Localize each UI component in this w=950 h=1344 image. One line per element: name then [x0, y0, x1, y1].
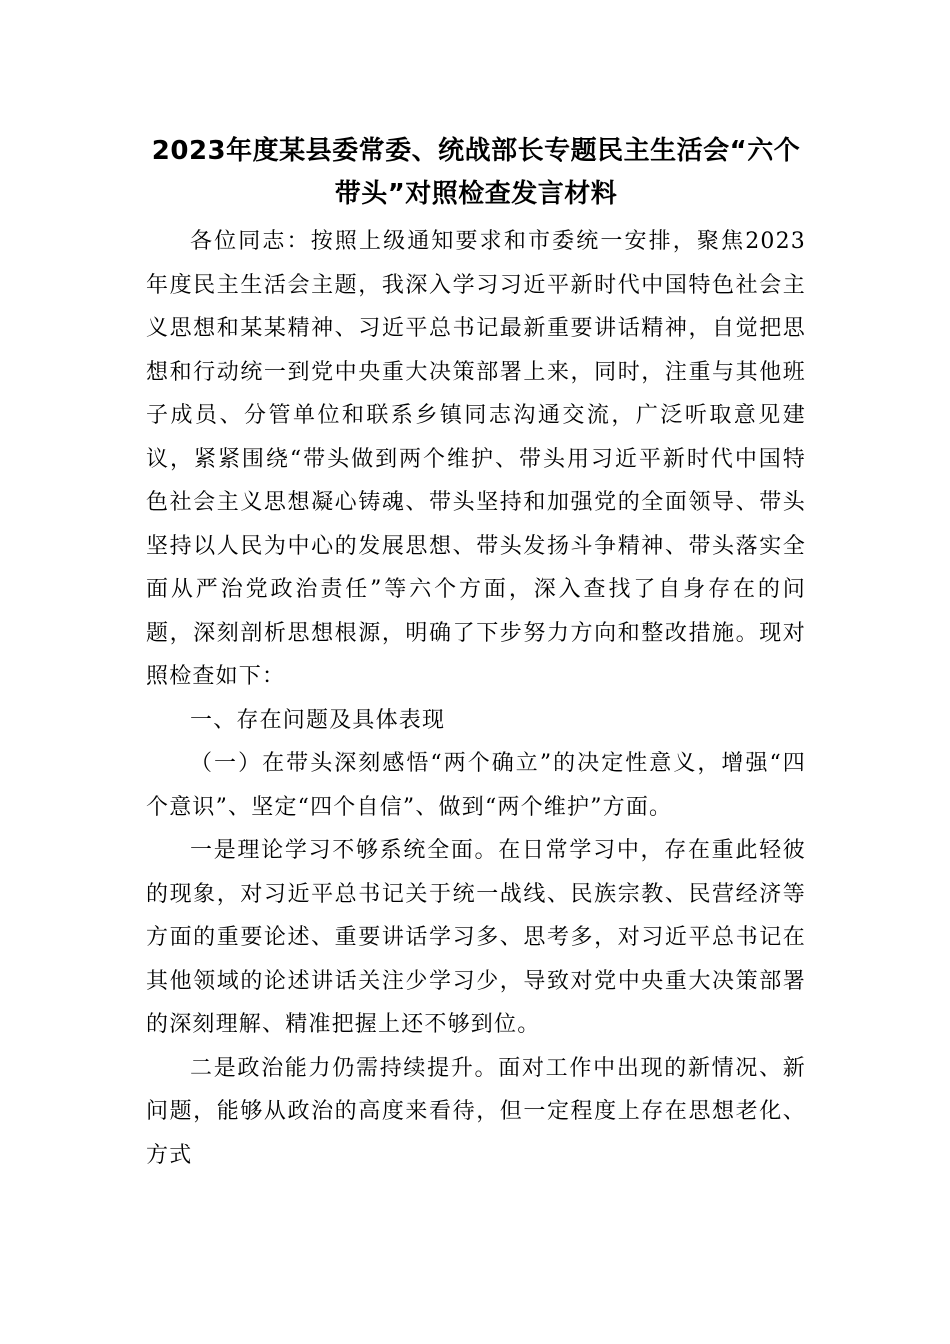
document-page	[146, 130, 806, 1177]
document-title: 2023年度某县委常委、统战部长专题民主生活会“六个带头”对照检查发言材料	[151, 136, 801, 209]
body-paragraph: 一是理论学习不够系统全面。在日常学习中，存在重此轻彼的现象，对习近平总书记关于统一战线、民族宗教、民营经济等方面的重要论述、重要讲话学习多、思考多，对习近平总书记在其他领域的论述讲话关注少学习少，导致对党中央重大决策部署的深刻理解、精准把握上还不够到位。	[146, 838, 806, 1037]
section-heading: 一、存在问题及具体表现	[190, 707, 446, 733]
body-paragraph: 二是政治能力仍需持续提升。面对工作中出现的新情况、新问题，能够从政治的高度来看待，但一定程度上存在思想老化、方式	[146, 1055, 806, 1168]
subsection-heading: （一）在带头深刻感悟“两个确立”的决定性意义，增强“四个意识”、坚定“四个自信”、做到“两个维护”方面。	[146, 751, 806, 820]
opening-paragraph: 各位同志：按照上级通知要求和市委统一安排，聚焦2023年度民主生活会主题，我深入学习习近平新时代中国特色社会主义思想和某某精神、习近平总书记最新重要讲话精神，自觉把思想和行动统一到党中央重大决策部署上来，同时，注重与其他班子成员、分管单位和联系乡镇同志沟通交流，广泛听取意见建议，紧紧围绕“带头做到两个维护、带头用习近平新时代中国特色社会主义思想凝心铸魂、带头坚持和加强党的全面领导、带头坚持以人民为中心的发展思想、带头发扬斗争精神、带头落实全面从严治党政治责任”等六个方面，深入查找了自身存在的问题，深刻剖析思想根源，明确了下步努力方向和整改措施。现对照检查如下：	[146, 229, 806, 689]
